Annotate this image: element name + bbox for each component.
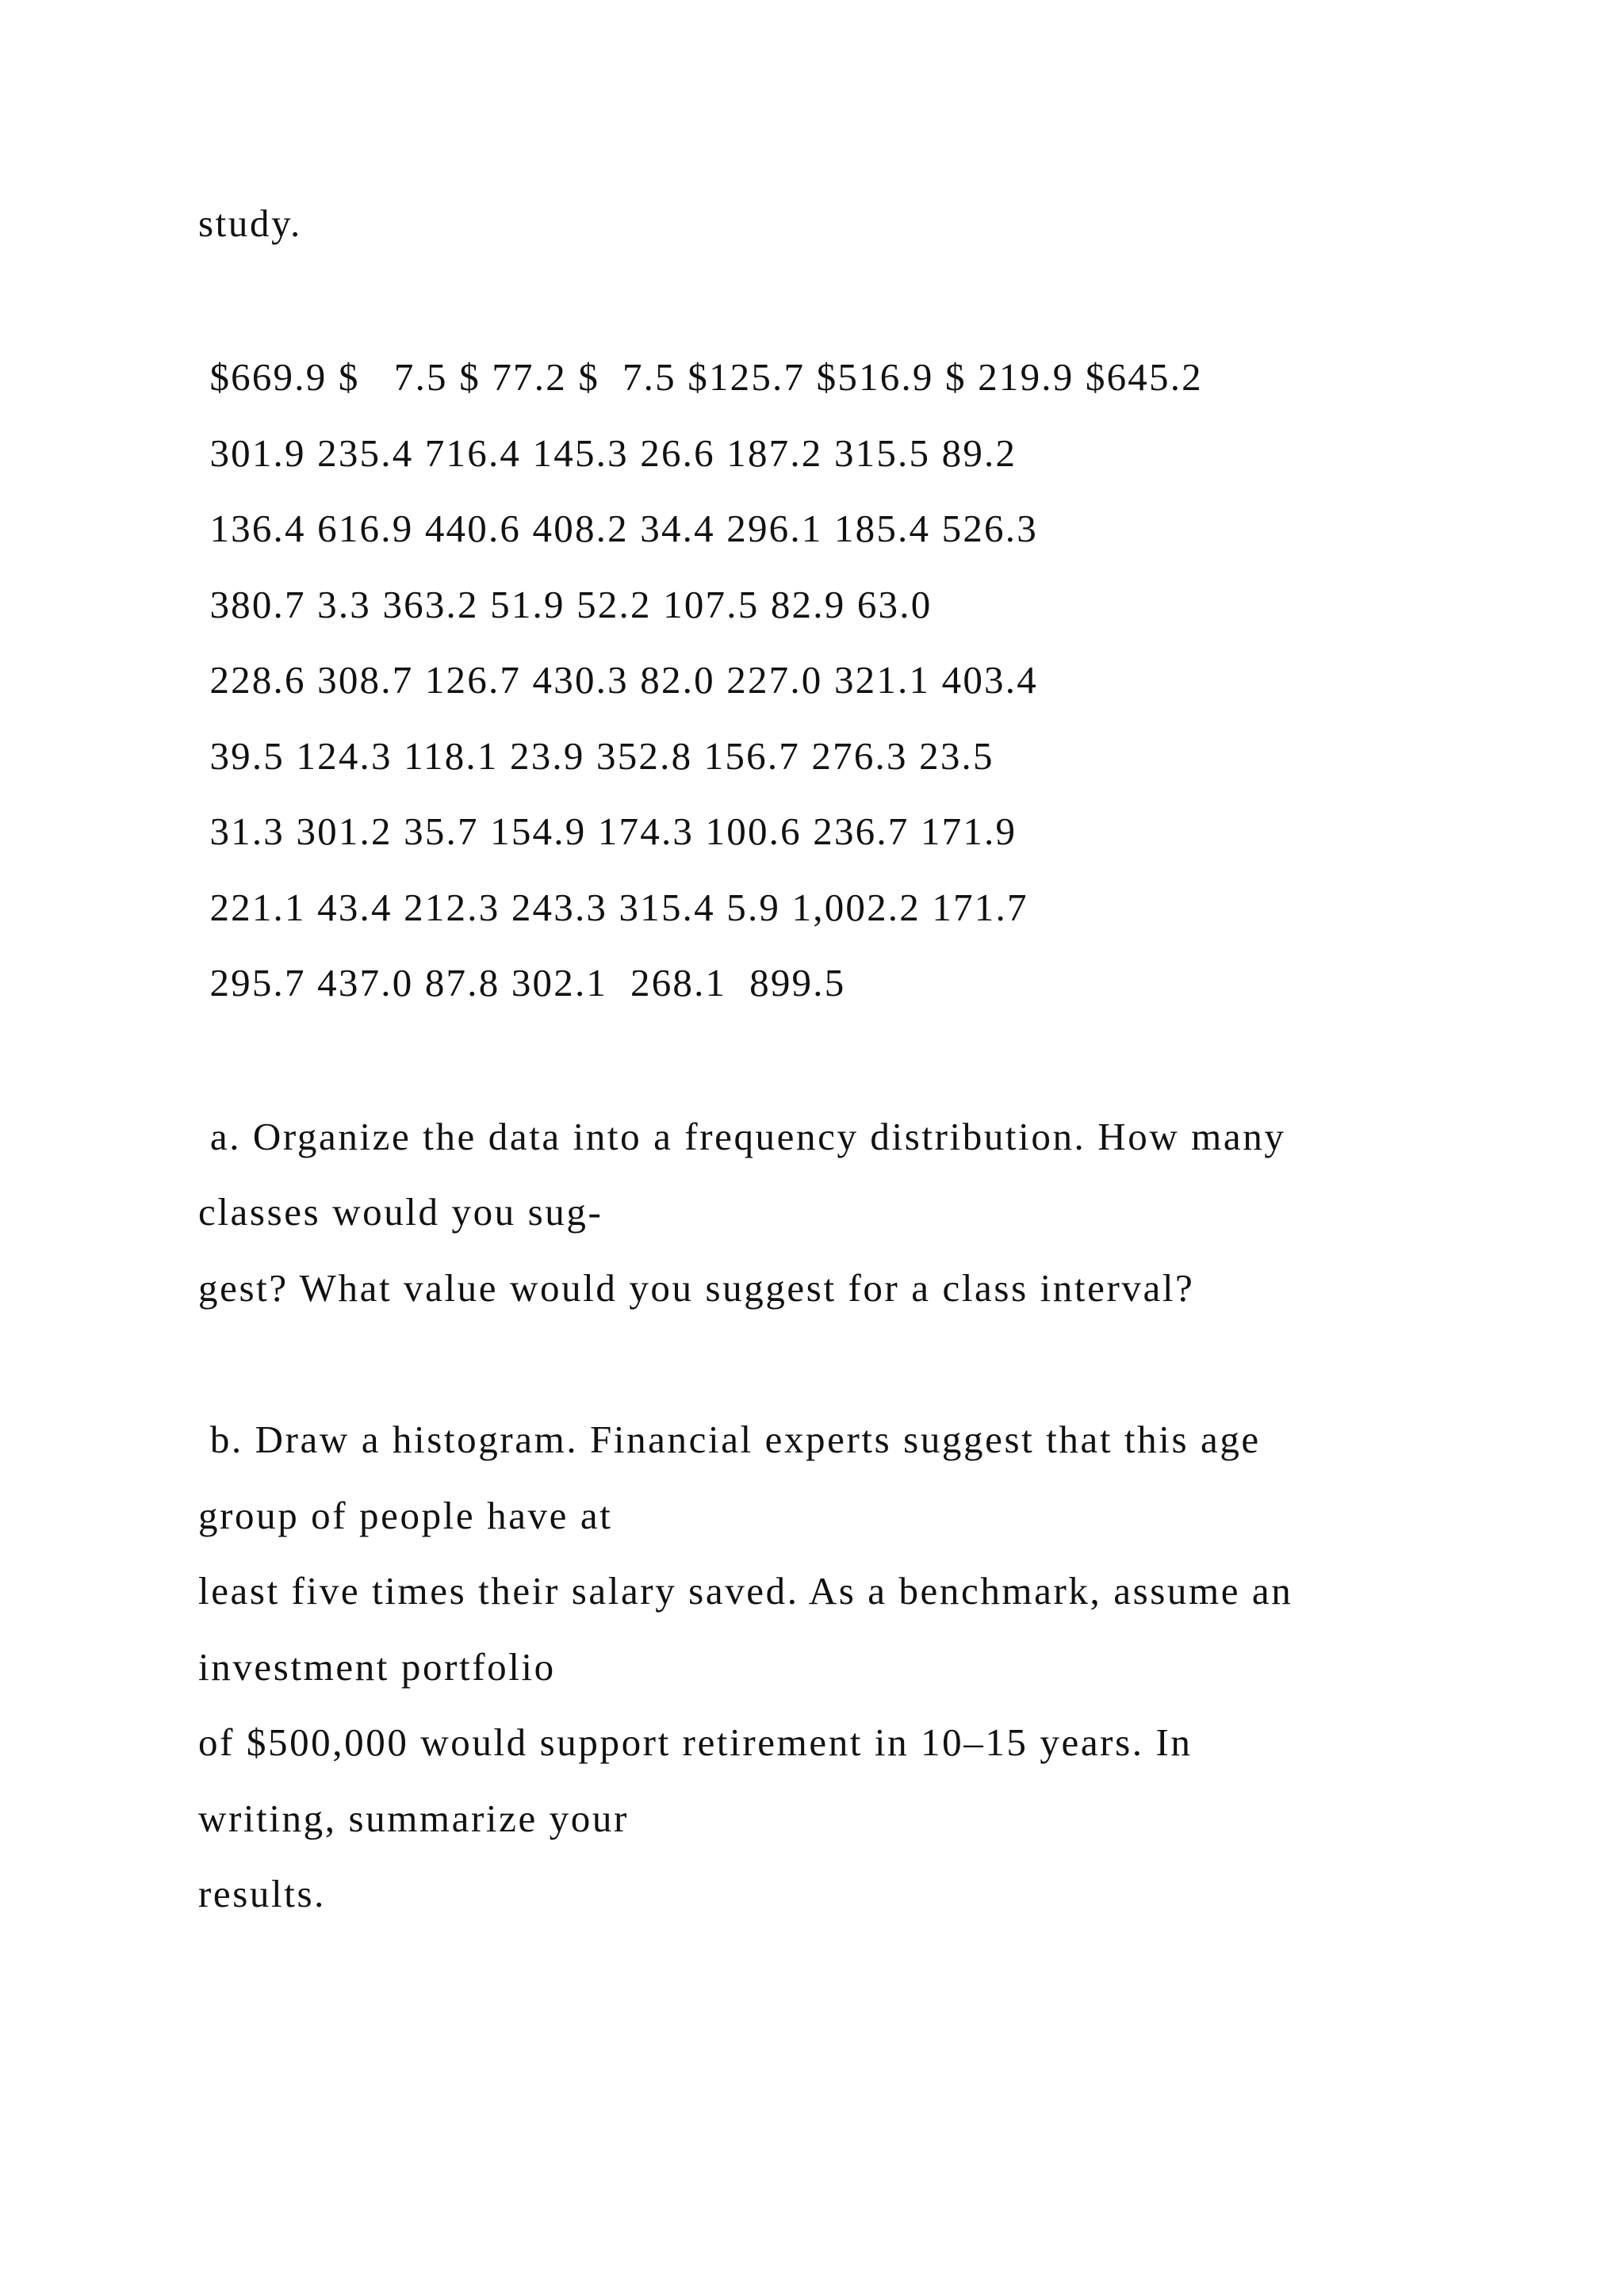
question-b-line: group of people have at bbox=[198, 1494, 613, 1537]
data-row: 31.3 301.2 35.7 154.9 174.3 100.6 236.7 171.9 bbox=[198, 809, 1017, 853]
question-b-line: writing, summarize your bbox=[198, 1797, 629, 1840]
question-b-line: least five times their salary saved. As a benchmark, assume an bbox=[198, 1569, 1293, 1613]
question-a-line: classes would you sug- bbox=[198, 1190, 603, 1234]
question-a-line: gest? What value would you suggest for a class interval? bbox=[198, 1266, 1195, 1310]
data-row: 221.1 43.4 212.3 243.3 315.4 5.9 1,002.2 171.7 bbox=[198, 886, 1028, 929]
question-b-line: b. Draw a histogram. Financial experts suggest that this age bbox=[198, 1418, 1261, 1461]
data-row: 301.9 235.4 716.4 145.3 26.6 187.2 315.5 89.2 bbox=[198, 431, 1017, 475]
data-row: 136.4 616.9 440.6 408.2 34.4 296.1 185.4 526.3 bbox=[198, 507, 1038, 550]
question-b-line: results. bbox=[198, 1872, 326, 1915]
question-a-line: a. Organize the data into a frequency distribution. How many bbox=[198, 1115, 1286, 1158]
data-row: $669.9 $ 7.5 $ 77.2 $ 7.5 $125.7 $516.9 $ 219.9 $645.2 bbox=[198, 355, 1203, 399]
intro-fragment: study. bbox=[198, 201, 302, 245]
data-row: 39.5 124.3 118.1 23.9 352.8 156.7 276.3 23.5 bbox=[198, 734, 994, 778]
question-b-line: investment portfolio bbox=[198, 1645, 556, 1689]
data-row: 228.6 308.7 126.7 430.3 82.0 227.0 321.1 403.4 bbox=[198, 658, 1038, 702]
question-b-line: of $500,000 would support retirement in 10–15 years. In bbox=[198, 1720, 1193, 1764]
data-row: 380.7 3.3 363.2 51.9 52.2 107.5 82.9 63.0 bbox=[198, 583, 933, 626]
data-row: 295.7 437.0 87.8 302.1 268.1 899.5 bbox=[198, 961, 846, 1004]
